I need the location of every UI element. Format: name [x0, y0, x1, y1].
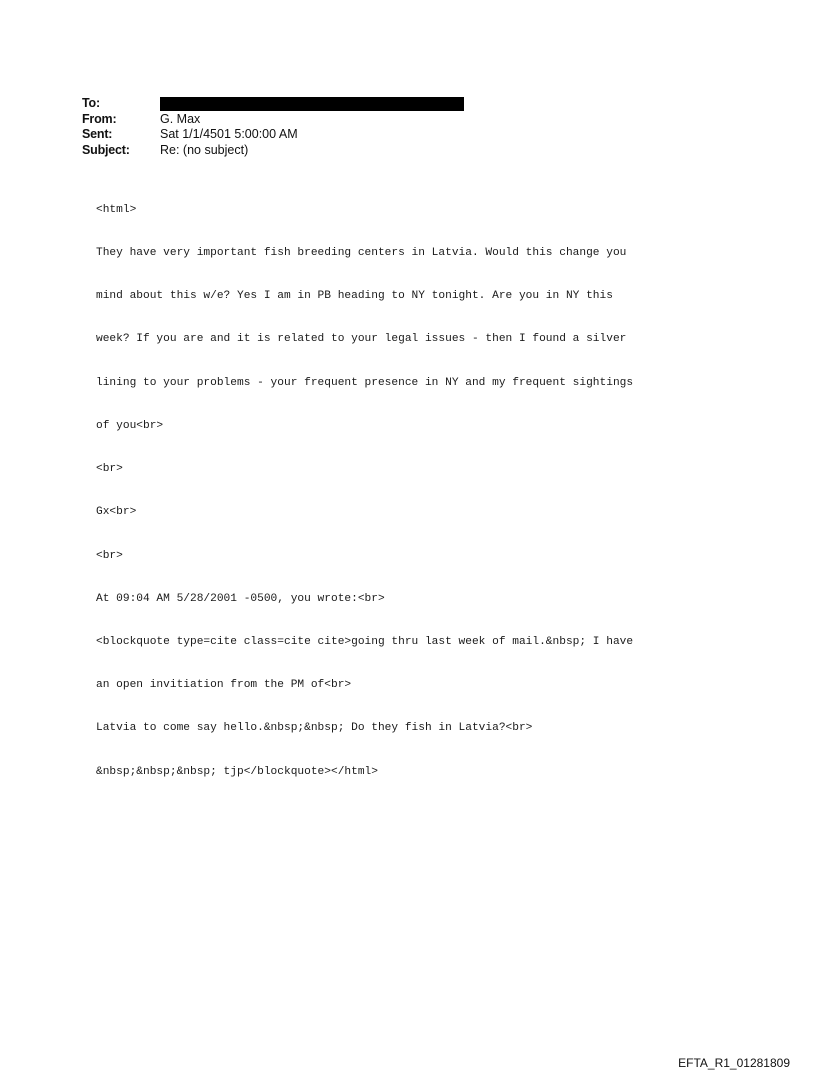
body-line: <br> [96, 463, 123, 476]
sent-label: Sent: [82, 127, 113, 141]
body-line: At 09:04 AM 5/28/2001 -0500, you wrote:<br> [96, 592, 385, 605]
sent-value: Sat 1/1/4501 5:00:00 AM [160, 127, 298, 141]
body-line: lining to your problems - your frequent presence in NY and my frequent sightings [96, 376, 634, 389]
body-line: They have very important fish breeding centers in Latvia. Would this change you [96, 247, 627, 260]
from-value: G. Max [160, 111, 201, 126]
subject-label: Subject: [82, 142, 130, 157]
body-line: week? If you are and it is related to your legal issues - then I found a silver [96, 333, 627, 346]
sent-row [82, 127, 464, 143]
subject-value: Re: (no subject) [160, 142, 249, 157]
body-line: Latvia to come say hello.&nbsp;&nbsp; Do they fish in Latvia?<br> [96, 722, 533, 735]
subject-row [82, 143, 464, 159]
from-row [82, 112, 464, 128]
body-line: &nbsp;&nbsp;&nbsp; tjp</blockquote></html> [96, 765, 378, 778]
from-label: From: [82, 111, 117, 126]
body-line: of you<br> [96, 419, 164, 432]
body-line: <html> [96, 203, 137, 216]
body-line: <blockquote type=cite class=cite cite>going thru last week of mail.&nbsp; I have [96, 636, 634, 648]
to-row [82, 96, 464, 112]
body-line: <br> [96, 549, 123, 562]
to-label: To: [82, 96, 100, 110]
body-line: mind about this w/e? Yes I am in PB heading to NY tonight. Are you in NY this [96, 290, 613, 303]
redacted-recipient [160, 97, 464, 111]
body-line: an open invitiation from the PM of<br> [96, 679, 352, 692]
email-header [82, 96, 464, 158]
email-body [96, 174, 736, 793]
document-id: EFTA_R1_01281809 [678, 1056, 790, 1070]
body-line: Gx<br> [96, 506, 137, 519]
